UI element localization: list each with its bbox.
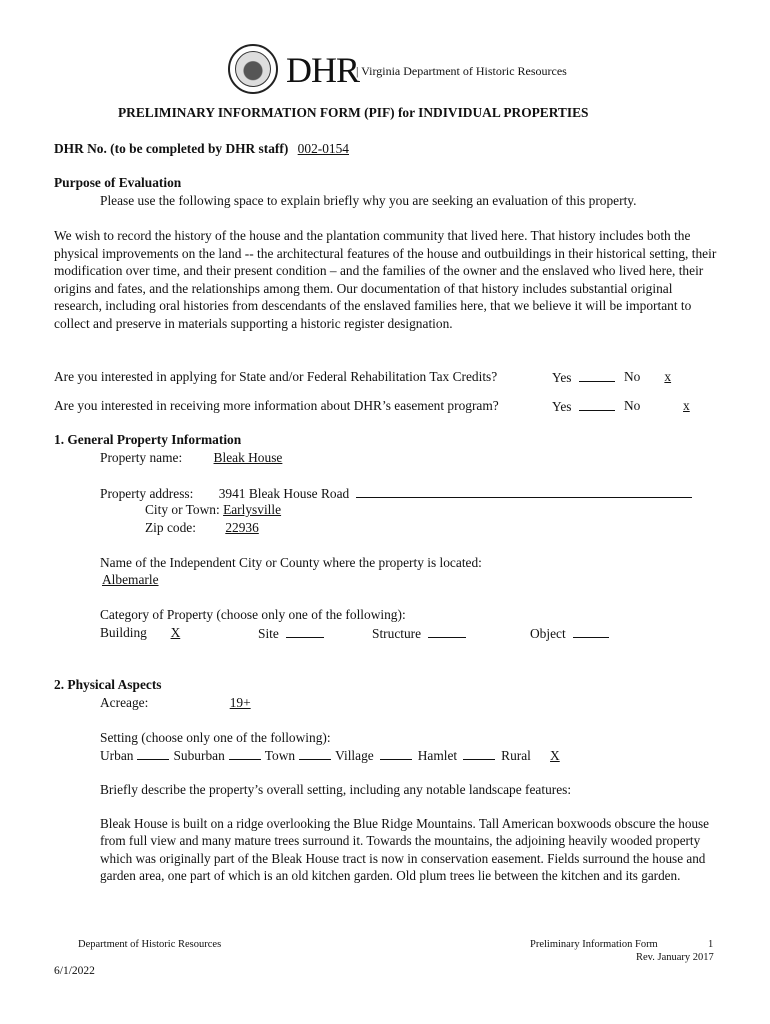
tax-no-mark[interactable]: x — [664, 369, 672, 384]
category-building[interactable] — [100, 624, 180, 642]
dhr-logo-subtitle: | Virginia Department of Historic Resources — [356, 64, 567, 78]
hamlet-label[interactable]: Hamlet — [417, 748, 458, 763]
describe-label: Briefly describe the property’s overall setting, including any notable landscape features: — [100, 782, 572, 797]
no-label: No — [624, 369, 641, 384]
urban-blank[interactable] — [137, 746, 169, 760]
acreage-row — [100, 694, 428, 712]
seal-emblem-icon — [235, 51, 271, 87]
footer-page-number: 1 — [708, 939, 714, 950]
purpose-heading: Purpose of Evaluation — [54, 175, 182, 190]
setting-options — [100, 746, 579, 765]
dhr-logo-letters: DHR — [286, 50, 360, 90]
footer-department: Department of Historic Resources — [78, 939, 222, 950]
building-mark[interactable]: X — [170, 625, 181, 640]
rural-mark[interactable]: X — [550, 748, 560, 763]
form-title: PRELIMINARY INFORMATION FORM (PIF) for INDIVIDUAL PROPERTIES — [118, 105, 589, 120]
category-label: Category of Property (choose only one of the following): — [100, 607, 406, 622]
town-blank[interactable] — [299, 746, 331, 760]
virginia-seal-logo — [228, 44, 278, 94]
county-row — [100, 571, 348, 589]
structure-blank[interactable] — [428, 624, 466, 638]
footer-date: 6/1/2022 — [54, 965, 95, 977]
county-value[interactable]: Albemarle — [102, 572, 159, 587]
hamlet-blank[interactable] — [463, 746, 495, 760]
tax-yes-blank[interactable] — [579, 368, 615, 382]
property-name-label: Property name: — [100, 450, 183, 465]
dhr-number-row — [54, 140, 357, 158]
property-address-value[interactable]: 3941 Bleak House Road — [218, 486, 350, 501]
physical-heading: 2. Physical Aspects — [54, 677, 162, 692]
yes-label: Yes — [552, 370, 572, 385]
property-name-row — [100, 449, 606, 467]
county-label: Name of the Independent City or County where the property is located: — [100, 555, 482, 570]
town-label[interactable]: Town — [264, 748, 296, 763]
easement-no-mark[interactable]: x — [683, 398, 690, 413]
urban-label[interactable]: Urban — [100, 748, 134, 763]
yes-label: Yes — [552, 399, 572, 414]
footer-revision: Rev. January 2017 — [636, 952, 714, 963]
dhr-number-label: DHR No. (to be completed by DHR staff) — [54, 141, 289, 156]
easement-question: Are you interested in receiving more information about DHR’s easement program? — [54, 398, 499, 413]
rural-label[interactable]: Rural — [501, 748, 531, 763]
structure-label: Structure — [372, 626, 422, 641]
city-row — [145, 501, 417, 519]
village-label[interactable]: Village — [335, 748, 374, 763]
general-info-heading: 1. General Property Information — [54, 432, 242, 447]
suburban-blank[interactable] — [229, 746, 261, 760]
dhr-number-value[interactable]: 002-0154 — [297, 141, 349, 156]
tax-credits-no[interactable] — [624, 368, 690, 386]
city-value[interactable]: Earlysville — [223, 502, 282, 517]
zip-value[interactable]: 22936 — [225, 520, 259, 535]
describe-text[interactable]: Bleak House is built on a ridge overlooking the Blue Ridge Mountains. Tall American boxwoods obscure the house from full view and many mature trees surround it. Towards the mountains, the adjoining heavily wooded property which was originally part of the Bleak House tract is now in conservation easement. Fields surround the house and garden area, one part of which is an old kitchen garden. Old plum trees lie between the kitchen and its garden. — [100, 816, 710, 883]
category-site[interactable] — [258, 624, 324, 643]
footer-form-name: Preliminary Information Form — [530, 939, 658, 950]
no-label: No — [624, 398, 641, 413]
easement-no[interactable] — [624, 397, 690, 415]
building-label: Building — [100, 625, 147, 640]
site-blank[interactable] — [286, 624, 324, 638]
property-address-blank[interactable] — [356, 484, 692, 498]
property-name-value[interactable]: Bleak House — [213, 450, 283, 465]
object-label: Object — [530, 626, 566, 641]
acreage-label: Acreage: — [100, 695, 149, 710]
city-label: City or Town: — [145, 502, 220, 517]
zip-row — [145, 519, 381, 537]
purpose-instruction: Please use the following space to explain briefly why you are seeking an evaluation of this property. — [100, 193, 637, 208]
site-label: Site — [258, 626, 279, 641]
zip-label: Zip code: — [145, 520, 196, 535]
acreage-value[interactable]: 19+ — [229, 695, 251, 710]
easement-yes[interactable] — [552, 397, 615, 416]
tax-credits-yes[interactable] — [552, 368, 615, 387]
property-address-label: Property address: — [100, 486, 194, 501]
suburban-label[interactable]: Suburban — [173, 748, 225, 763]
village-blank[interactable] — [380, 746, 412, 760]
tax-credits-question: Are you interested in applying for State and/or Federal Rehabilitation Tax Credits? — [54, 369, 498, 384]
easement-yes-blank[interactable] — [579, 397, 615, 411]
category-structure[interactable] — [372, 624, 466, 643]
category-object[interactable] — [530, 624, 609, 643]
setting-label: Setting (choose only one of the following): — [100, 730, 331, 745]
object-blank[interactable] — [573, 624, 609, 638]
purpose-text[interactable]: We wish to record the history of the house and the plantation community that lived here. That history includes both the physical improvements on the land -- the architectural features of the house and outbuildings in their historical setting, their modification over time, and their present condition – and the families of the owner and the enslaved who lived here, their origins and fates, and the relationships among them. Our documentation of that history includes substantial original research, including oral histories from descendants of the enslaved families here, that we believe it will be important to collect and preserve in materials supporting a historic register designation. — [54, 228, 717, 331]
